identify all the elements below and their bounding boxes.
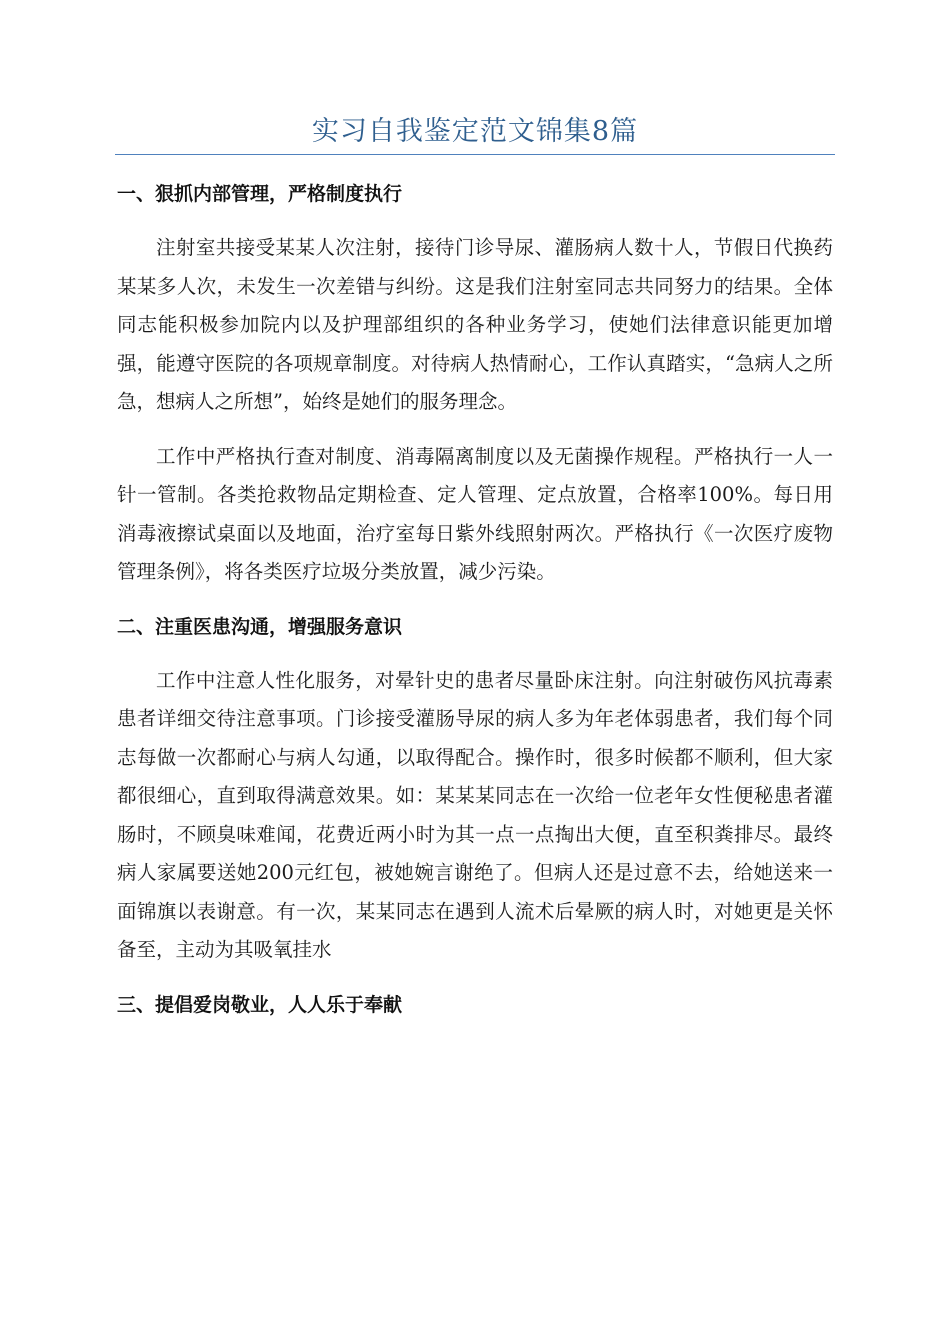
section-3 bbox=[117, 986, 833, 1024]
paragraph: 工作中注意人性化服务，对晕针史的患者尽量卧床注射。向注射破伤风抗毒素患者详细交待注意事项。门诊接受灌肠导尿的病人多为年老体弱患者，我们每个同志每做一次都耐心与病人勾通，以取得配合。操作时，很多时候都不顺利，但大家都很细心，直到取得满意效果。如：某某某同志在一次给一位老年女性便秘患者灌肠时，不顾臭味难闻，花费近两小时为其一点一点掏出大便，直至积粪排尽。最终病人家属要送她200元红包，被她婉言谢绝了。但病人还是过意不去，给她送来一面锦旗以表谢意。有一次，某某同志在遇到人流术后晕厥的病人时，对她更是关怀备至，主动为其吸氧挂水 bbox=[117, 668, 833, 961]
section-1 bbox=[117, 175, 833, 592]
section-heading: 二、注重医患沟通，增强服务意识 bbox=[117, 615, 403, 638]
paragraph: 工作中严格执行查对制度、消毒隔离制度以及无菌操作规程。严格执行一人一针一管制。各类抢救物品定期检查、定人管理、定点放置，合格率100%。每日用消毒液擦试桌面以及地面，治疗室每日紫外线照射两次。严格执行《一次医疗废物管理条例》，将各类医疗垃圾分类放置，减少污染。 bbox=[117, 444, 833, 583]
section-2 bbox=[117, 608, 833, 970]
section-heading: 三、提倡爱岗敬业，人人乐于奉献 bbox=[117, 993, 403, 1016]
section-heading: 一、狠抓内部管理，严格制度执行 bbox=[117, 183, 403, 205]
document-title: 实习自我鉴定范文锦集8篇 bbox=[311, 116, 639, 147]
title-divider bbox=[115, 154, 835, 155]
document-body bbox=[117, 175, 833, 1040]
paragraph: 注射室共接受某某人次注射，接待门诊导尿、灌肠病人数十人，节假日代换药某某多人次，未发生一次差错与纠纷。这是我们注射室同志共同努力的结果。全体同志能积极参加院内以及护理部组织的各种业务学习，使她们法律意识能更加增强，能遵守医院的各项规章制度。对待病人热情耐心，工作认真踏实，“急病人之所急，想病人之所想”，始终是她们的服务理念。 bbox=[117, 236, 833, 413]
